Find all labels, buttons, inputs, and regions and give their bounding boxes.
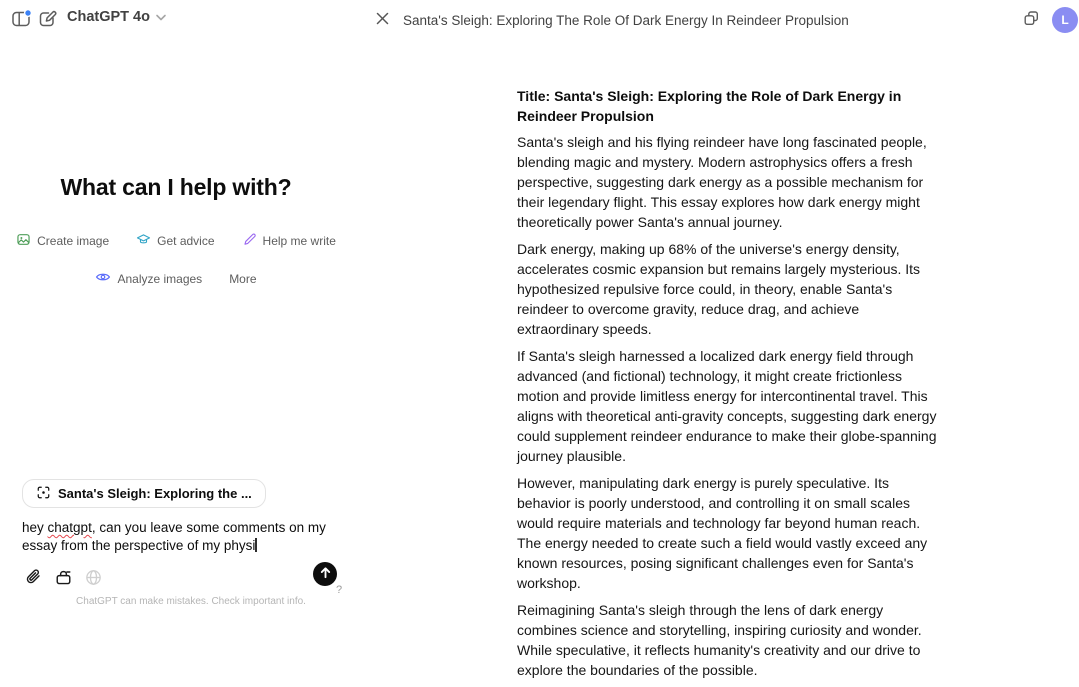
suggestion-create-image[interactable] bbox=[16, 232, 109, 250]
close-document-button[interactable] bbox=[369, 7, 395, 33]
attachment-chip-label: Santa's Sleigh: Exploring the ... bbox=[58, 486, 252, 501]
composer-toolbar bbox=[22, 568, 337, 590]
suggestion-more[interactable] bbox=[229, 269, 256, 288]
graduation-cap-icon bbox=[136, 232, 151, 250]
essay-title[interactable]: Title: Santa's Sleigh: Exploring the Role of Dark Energy in Reindeer Propulsion bbox=[517, 88, 902, 124]
paperclip-icon bbox=[24, 568, 43, 590]
essay-paragraph[interactable]: If Santa's sleigh harnessed a localized dark energy field through advanced (and fictional) technology, it might create frictionless motion and provide limitless energy for intercontinental travel. This aligns with theoretical anti-gravity concepts, suggesting dark energy could supplement reindeer endurance to make their globe-spanning journey plausible. bbox=[517, 348, 937, 464]
copy-icon bbox=[1022, 9, 1041, 31]
essay-paragraph[interactable]: Reimagining Santa's sleigh through the lens of dark energy combines science and storytelling, inspiring curiosity and wonder. While speculative, it reflects humanity's creativity and our drive to explore the boundaries of the possible. bbox=[517, 602, 922, 678]
new-chat-button[interactable] bbox=[34, 7, 60, 33]
scan-selection-icon bbox=[36, 485, 51, 503]
input-text-segment: , can you leave some comments on my essay from the perspective of my physi bbox=[22, 520, 326, 553]
suggestion-help-me-write[interactable] bbox=[242, 232, 336, 250]
document-canvas[interactable] bbox=[517, 86, 937, 687]
avatar[interactable] bbox=[1052, 7, 1078, 33]
notification-dot bbox=[25, 9, 32, 16]
avatar-initial: L bbox=[1061, 13, 1069, 27]
model-label: ChatGPT 4o bbox=[67, 9, 150, 25]
suggestion-analyze-images[interactable] bbox=[95, 269, 202, 288]
globe-icon bbox=[84, 568, 103, 590]
copy-button[interactable] bbox=[1018, 7, 1044, 33]
image-icon bbox=[16, 232, 31, 250]
essay-paragraph[interactable]: Santa's sleigh and his flying reindeer have long fascinated people, blending magic and mystery. Modern astrophysics offers a fresh perspective, suggesting dark energy as a possible mechanism for their legendary flight. This essay explores how dark energy might theoretically power Santa's annual journey. bbox=[517, 134, 927, 230]
document-title: Santa's Sleigh: Exploring The Role Of Dark Energy In Reindeer Propulsion bbox=[403, 13, 849, 28]
suggestion-label: Create image bbox=[37, 234, 110, 248]
toolbox-icon bbox=[54, 568, 73, 590]
essay-paragraph[interactable]: However, manipulating dark energy is purely speculative. Its behavior is poorly understood, and controlling it on small scales would require materials and technology far beyond human reach. The energy needed to create such a field would vastly exceed any known resources, posing significant challenges even for Santa's workshop. bbox=[517, 475, 928, 591]
eye-icon bbox=[95, 269, 111, 288]
input-text-segment: hey bbox=[22, 520, 48, 535]
chevron-down-icon bbox=[156, 9, 166, 25]
suggestion-label: Analyze images bbox=[117, 271, 203, 286]
text-caret bbox=[255, 538, 257, 552]
message-input[interactable] bbox=[22, 519, 326, 555]
arrow-up-icon bbox=[319, 566, 332, 582]
misspelled-word: chatgpt bbox=[47, 520, 92, 535]
model-selector[interactable] bbox=[67, 9, 166, 25]
suggestion-label: Help me write bbox=[262, 234, 336, 248]
suggestion-label: More bbox=[229, 271, 257, 286]
attachment-chip[interactable] bbox=[22, 479, 266, 508]
close-icon bbox=[375, 11, 390, 29]
send-button[interactable] bbox=[313, 562, 337, 586]
help-button[interactable]: ? bbox=[336, 584, 343, 596]
sidebar-panel-icon bbox=[10, 8, 32, 33]
hero-section bbox=[0, 174, 352, 307]
essay-paragraph[interactable]: Dark energy, making up 68% of the universe's energy density, accelerates cosmic expansion but remains largely mysterious. Its hypothesized repulsive force could, in theory, enable Santa's reindeer to overcome gravity, reduce drag, and achieve extraordinary speeds. bbox=[517, 241, 921, 337]
composer bbox=[22, 479, 337, 590]
disclaimer-text: ChatGPT can make mistakes. Check important info. bbox=[76, 596, 306, 607]
web-search-button[interactable] bbox=[82, 568, 104, 590]
suggestion-label: Get advice bbox=[157, 234, 215, 248]
toolbox-button[interactable] bbox=[52, 568, 74, 590]
compose-icon bbox=[37, 9, 57, 32]
pencil-icon bbox=[242, 232, 257, 250]
attach-file-button[interactable] bbox=[22, 568, 44, 590]
sidebar-toggle-button[interactable] bbox=[8, 7, 34, 33]
page-title: What can I help with? bbox=[60, 174, 292, 200]
suggestion-get-advice[interactable] bbox=[136, 232, 214, 250]
suggestion-row-1 bbox=[0, 232, 352, 250]
suggestion-row-2 bbox=[0, 269, 352, 288]
